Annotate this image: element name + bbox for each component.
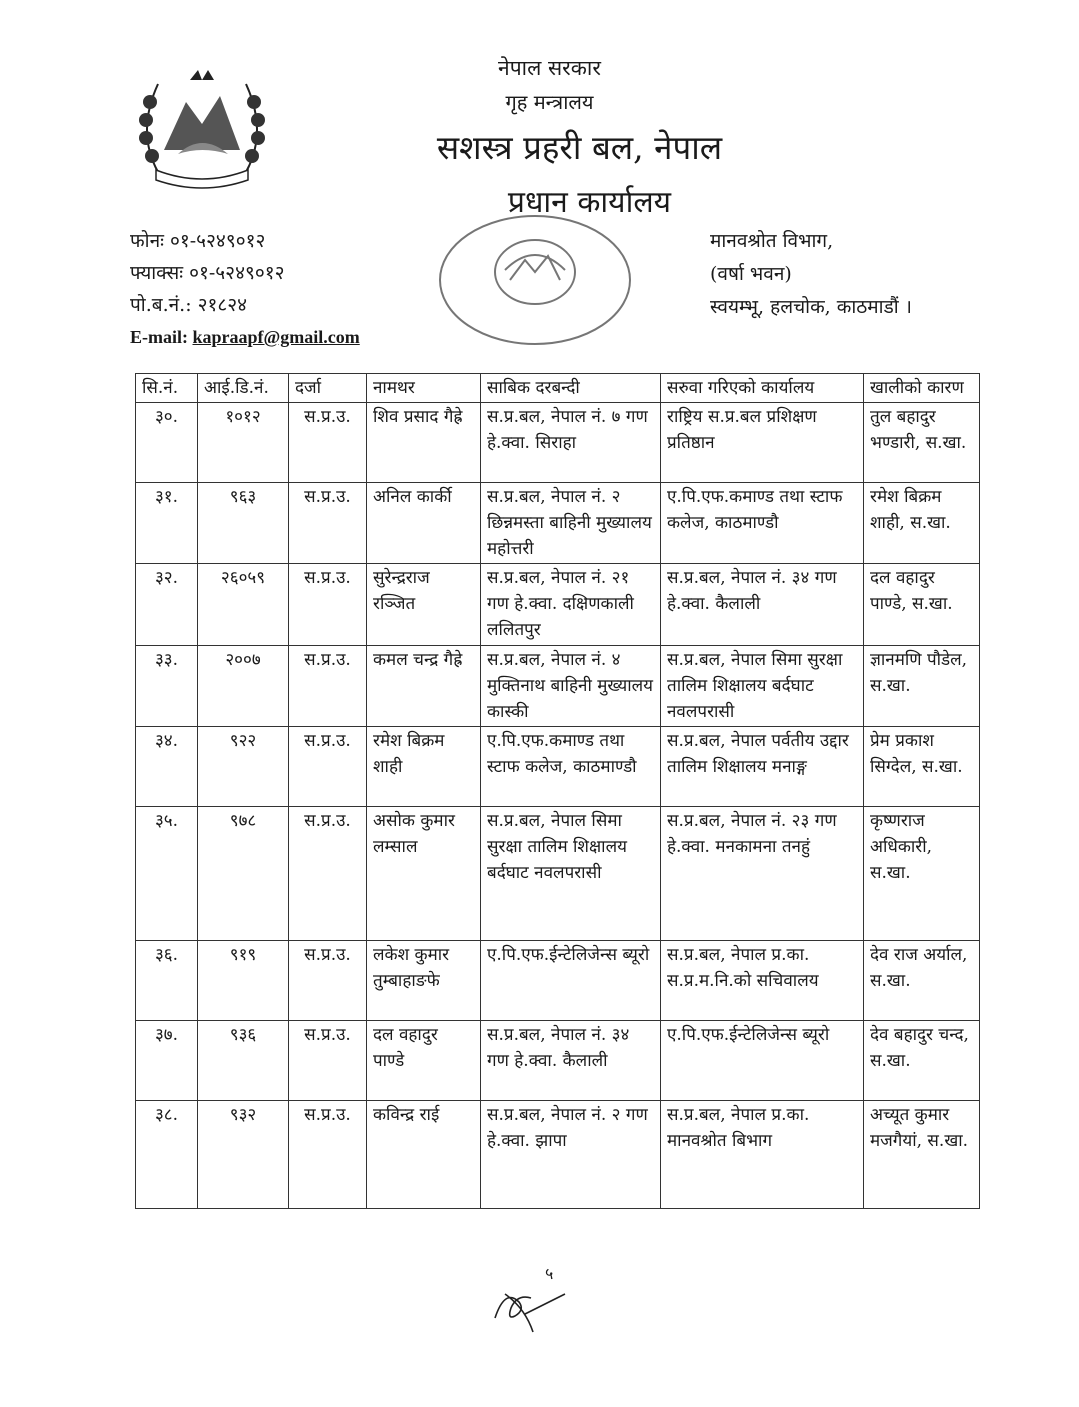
cell-transferred-office: स.प्र.बल, नेपाल पर्वतीय उद्दार तालिम शिक्षालय मनाङ्ग — [661, 727, 864, 807]
cell-id: ९२२ — [198, 727, 289, 807]
col-header-rank: दर्जा — [289, 374, 367, 403]
cell-transferred-office: ए.पि.एफ.ईन्टेलिजेन्स ब्यूरो — [661, 1021, 864, 1101]
department-address: स्वयम्भू, हलचोक, काठमाडौं । — [710, 296, 912, 318]
header-office: प्रधान कार्यालय — [507, 185, 672, 220]
cell-id: २६०५९ — [198, 564, 289, 646]
cell-transferred-office: स.प्र.बल, नेपाल नं. २३ गण हे.क्वा. मनकामना तनहुं — [661, 807, 864, 941]
cell-vacancy-reason: देव बहादुर चन्द, स.खा. — [864, 1021, 980, 1101]
cell-id: १०१२ — [198, 403, 289, 483]
cell-rank: स.प्र.उ. — [289, 646, 367, 727]
fax-number: फ्याक्सः ०१-५२४९०१२ — [130, 262, 285, 284]
email-link[interactable]: kapraapf@gmail.com — [192, 327, 360, 347]
cell-id: ९७८ — [198, 807, 289, 941]
email-line — [130, 321, 360, 353]
cell-vacancy-reason: दल वहादुर पाण्डे, स.खा. — [864, 564, 980, 646]
cell-vacancy-reason: देव राज अर्याल, स.खा. — [864, 941, 980, 1021]
cell-sn: ३६. — [136, 941, 198, 1021]
table-header-row — [136, 374, 980, 403]
cell-vacancy-reason: तुल बहादुर भण्डारी, स.खा. — [864, 403, 980, 483]
cell-sn: ३४. — [136, 727, 198, 807]
table-row — [136, 483, 980, 564]
cell-transferred-office: स.प्र.बल, नेपाल प्र.का. मानवश्रोत बिभाग — [661, 1101, 864, 1209]
table-row — [136, 807, 980, 941]
email-label: E-mail: — [130, 327, 193, 347]
table-row — [136, 564, 980, 646]
cell-previous-post: स.प्र.बल, नेपाल नं. २१ गण हे.क्वा. दक्षिणकाली ललितपुर — [481, 564, 661, 646]
cell-id: ९३२ — [198, 1101, 289, 1209]
col-header-transferred-office: सरुवा गरिएको कार्यालय — [661, 374, 864, 403]
department-block — [710, 225, 912, 324]
signature-icon — [485, 1258, 575, 1338]
cell-name: कमल चन्द्र गैह्रे — [367, 646, 481, 727]
col-header-id: आई.डि.नं. — [198, 374, 289, 403]
header-government: नेपाल सरकार — [498, 56, 601, 80]
cell-previous-post: ए.पि.एफ.ईन्टेलिजेन्स ब्यूरो — [481, 941, 661, 1021]
cell-transferred-office: राष्ट्रिय स.प्र.बल प्रशिक्षण प्रतिष्ठान — [661, 403, 864, 483]
header-ministry: गृह मन्त्रालय — [505, 90, 594, 114]
po-box: पो.ब.नं.: २१८२४ — [130, 294, 248, 316]
col-header-sn: सि.नं. — [136, 374, 198, 403]
cell-name: दल वहादुर पाण्डे — [367, 1021, 481, 1101]
cell-previous-post: स.प्र.बल, नेपाल नं. २ छिन्नमस्ता बाहिनी मुख्यालय महोत्तरी — [481, 483, 661, 564]
col-header-vacancy-reason: खालीको कारण — [864, 374, 980, 403]
department-name: मानवश्रोत विभाग, — [710, 230, 834, 252]
transfer-table — [135, 373, 980, 1209]
page-number: ५ — [545, 1264, 554, 1283]
cell-previous-post: ए.पि.एफ.कमाण्ड तथा स्टाफ कलेज, काठमाण्डौ — [481, 727, 661, 807]
col-header-previous-post: साबिक दरबन्दी — [481, 374, 661, 403]
cell-rank: स.प्र.उ. — [289, 564, 367, 646]
cell-name: अनिल कार्की — [367, 483, 481, 564]
cell-rank: स.प्र.उ. — [289, 1101, 367, 1209]
cell-vacancy-reason: प्रेम प्रकाश सिग्देल, स.खा. — [864, 727, 980, 807]
table-row — [136, 941, 980, 1021]
cell-previous-post: स.प्र.बल, नेपाल नं. ३४ गण हे.क्वा. कैलाली — [481, 1021, 661, 1101]
cell-rank: स.प्र.उ. — [289, 727, 367, 807]
cell-rank: स.प्र.उ. — [289, 807, 367, 941]
cell-name: असोक कुमार लम्साल — [367, 807, 481, 941]
cell-name: लकेश कुमार तुम्बाहाङफे — [367, 941, 481, 1021]
table-row — [136, 646, 980, 727]
cell-previous-post: स.प्र.बल, नेपाल नं. २ गण हे.क्वा. झापा — [481, 1101, 661, 1209]
cell-id: ९६३ — [198, 483, 289, 564]
cell-rank: स.प्र.उ. — [289, 483, 367, 564]
cell-sn: ३८. — [136, 1101, 198, 1209]
phone-number: फोनः ०१-५२४९०१२ — [130, 230, 266, 252]
cell-previous-post: स.प्र.बल, नेपाल नं. ४ मुक्तिनाथ बाहिनी मुख्यालय कास्की — [481, 646, 661, 727]
cell-vacancy-reason: ज्ञानमणि पौडेल, स.खा. — [864, 646, 980, 727]
contact-block — [130, 225, 360, 353]
cell-vacancy-reason: अच्यूत कुमार मजगैयां, स.खा. — [864, 1101, 980, 1209]
cell-name: रमेश बिक्रम शाही — [367, 727, 481, 807]
header-organization: सशस्त्र प्रहरी बल, नेपाल — [436, 128, 723, 167]
cell-id: ९३६ — [198, 1021, 289, 1101]
col-header-name: नामथर — [367, 374, 481, 403]
cell-id: २००७ — [198, 646, 289, 727]
cell-name: शिव प्रसाद गैह्रे — [367, 403, 481, 483]
cell-transferred-office: स.प्र.बल, नेपाल नं. ३४ गण हे.क्वा. कैलाली — [661, 564, 864, 646]
cell-rank: स.प्र.उ. — [289, 941, 367, 1021]
cell-transferred-office: स.प्र.बल, नेपाल प्र.का. स.प्र.म.नि.को सचिवालय — [661, 941, 864, 1021]
cell-transferred-office: ए.पि.एफ.कमाण्ड तथा स्टाफ कलेज, काठमाण्डौ — [661, 483, 864, 564]
office-seal-icon — [430, 210, 640, 360]
cell-vacancy-reason: रमेश बिक्रम शाही, स.खा. — [864, 483, 980, 564]
cell-sn: ३२. — [136, 564, 198, 646]
cell-rank: स.प्र.उ. — [289, 1021, 367, 1101]
cell-previous-post: स.प्र.बल, नेपाल सिमा सुरक्षा तालिम शिक्षालय बर्दघाट नवलपरासी — [481, 807, 661, 941]
cell-name: सुरेन्द्रराज रञ्जित — [367, 564, 481, 646]
cell-sn: ३३. — [136, 646, 198, 727]
cell-transferred-office: स.प्र.बल, नेपाल सिमा सुरक्षा तालिम शिक्षालय बर्दघाट नवलपरासी — [661, 646, 864, 727]
cell-sn: ३७. — [136, 1021, 198, 1101]
cell-vacancy-reason: कृष्णराज अधिकारी, स.खा. — [864, 807, 980, 941]
table-row — [136, 1101, 980, 1209]
department-building: (वर्षा भवन) — [710, 263, 792, 285]
cell-sn: ३१. — [136, 483, 198, 564]
cell-rank: स.प्र.उ. — [289, 403, 367, 483]
table-row — [136, 727, 980, 807]
table-row — [136, 1021, 980, 1101]
table-row — [136, 403, 980, 483]
cell-name: कविन्द्र राई — [367, 1101, 481, 1209]
cell-id: ९१९ — [198, 941, 289, 1021]
cell-sn: ३०. — [136, 403, 198, 483]
cell-previous-post: स.प्र.बल, नेपाल नं. ७ गण हे.क्वा. सिराहा — [481, 403, 661, 483]
cell-sn: ३५. — [136, 807, 198, 941]
